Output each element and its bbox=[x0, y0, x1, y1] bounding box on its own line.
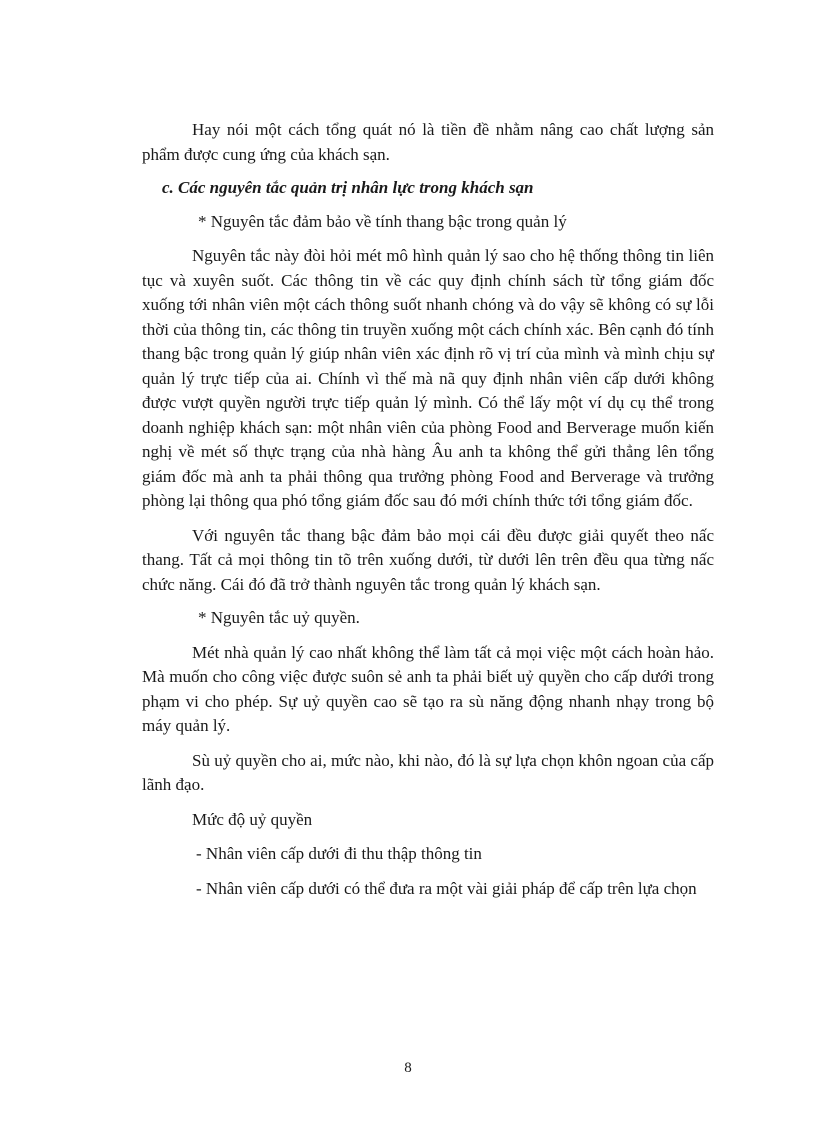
delegation-levels-label: Mức độ uỷ quyền bbox=[192, 809, 313, 829]
principle-delegation-title: * Nguyên tắc uỷ quyền. bbox=[198, 608, 360, 627]
page-number: 8 bbox=[404, 1060, 412, 1076]
paragraph-delegation-choice: Sù uỷ quyền cho ai, mức nào, khi nào, đó là sự lựa chọn khôn ngoan của cấp lãnh đạo. bbox=[142, 750, 714, 794]
paragraph-hierarchy: Nguyên tắc này đòi hỏi mét mô hình quản lý sao cho hệ thống thông tin liên tục và xuyên suốt. Các thông tin về các quy định chính sách từ tổng giám đốc xuống tới nhân viên một cách thông suốt nhanh chóng và do vậy sẽ không có sự lỗi thời của thông tin, các thông tin truyền xuống một cách chính xác. Bên cạnh đó tính thang bậc trong quản lý giúp nhân viên xác định rõ vị trí của mình và mình chịu sự quản lý trực tiếp của ai. Chính vì thế mà nã quy định nhân viên cấp dưới không được vượt quyền người trực tiếp quản lý mình. Có thể lấy một ví dụ cụ thể trong doanh nghiệp khách sạn: một nhân viên của phòng Food and Berverage muốn kiến nghị về mét số thực trạng của nhà hàng Âu anh ta không thể gửi thẳng lên tổng giám đốc mà anh ta phải thông qua trưởng phòng Food and Berverage và trưởng phòng lại thông qua phó tổng giám đốc sau đó mới chính thức tới tổng giám đốc. bbox=[142, 246, 714, 510]
principle-hierarchy-title: * Nguyên tắc đảm bảo về tính thang bậc trong quản lý bbox=[198, 211, 567, 231]
list-item: - Nhân viên cấp dưới có thể đưa ra một vài giải pháp để cấp trên lựa chọn bbox=[196, 878, 697, 898]
paragraph-delegation: Mét nhà quản lý cao nhất không thể làm tất cả mọi việc một cách hoàn hảo. Mà muốn cho công việc được suôn sẻ anh ta phải biết uỷ quyền cho cấp dưới trong phạm vi cho phép. Sự uỷ quyền cao sẽ tạo ra sù năng động nhanh nhạy trong bộ máy quản lý. bbox=[142, 642, 714, 735]
paragraph-intro: Hay nói một cách tổng quát nó là tiền đề nhằm nâng cao chất lượng sản phẩm được cung ứng của khách sạn. bbox=[142, 120, 714, 164]
section-heading: c. Các nguyên tắc quản trị nhân lực trong khách sạn bbox=[162, 178, 534, 197]
document-body bbox=[142, 118, 714, 901]
paragraph-hierarchy-conclusion: Với nguyên tắc thang bậc đảm bảo mọi cái đều được giải quyết theo nấc thang. Tất cả mọi thông tin tõ trên xuống dưới, từ dưới lên trên đều qua từng nấc chức năng. Cái đó đã trở thành nguyên tắc trong quản lý khách sạn. bbox=[142, 525, 714, 594]
list-item: - Nhân viên cấp dưới đi thu thập thông tin bbox=[196, 844, 482, 863]
